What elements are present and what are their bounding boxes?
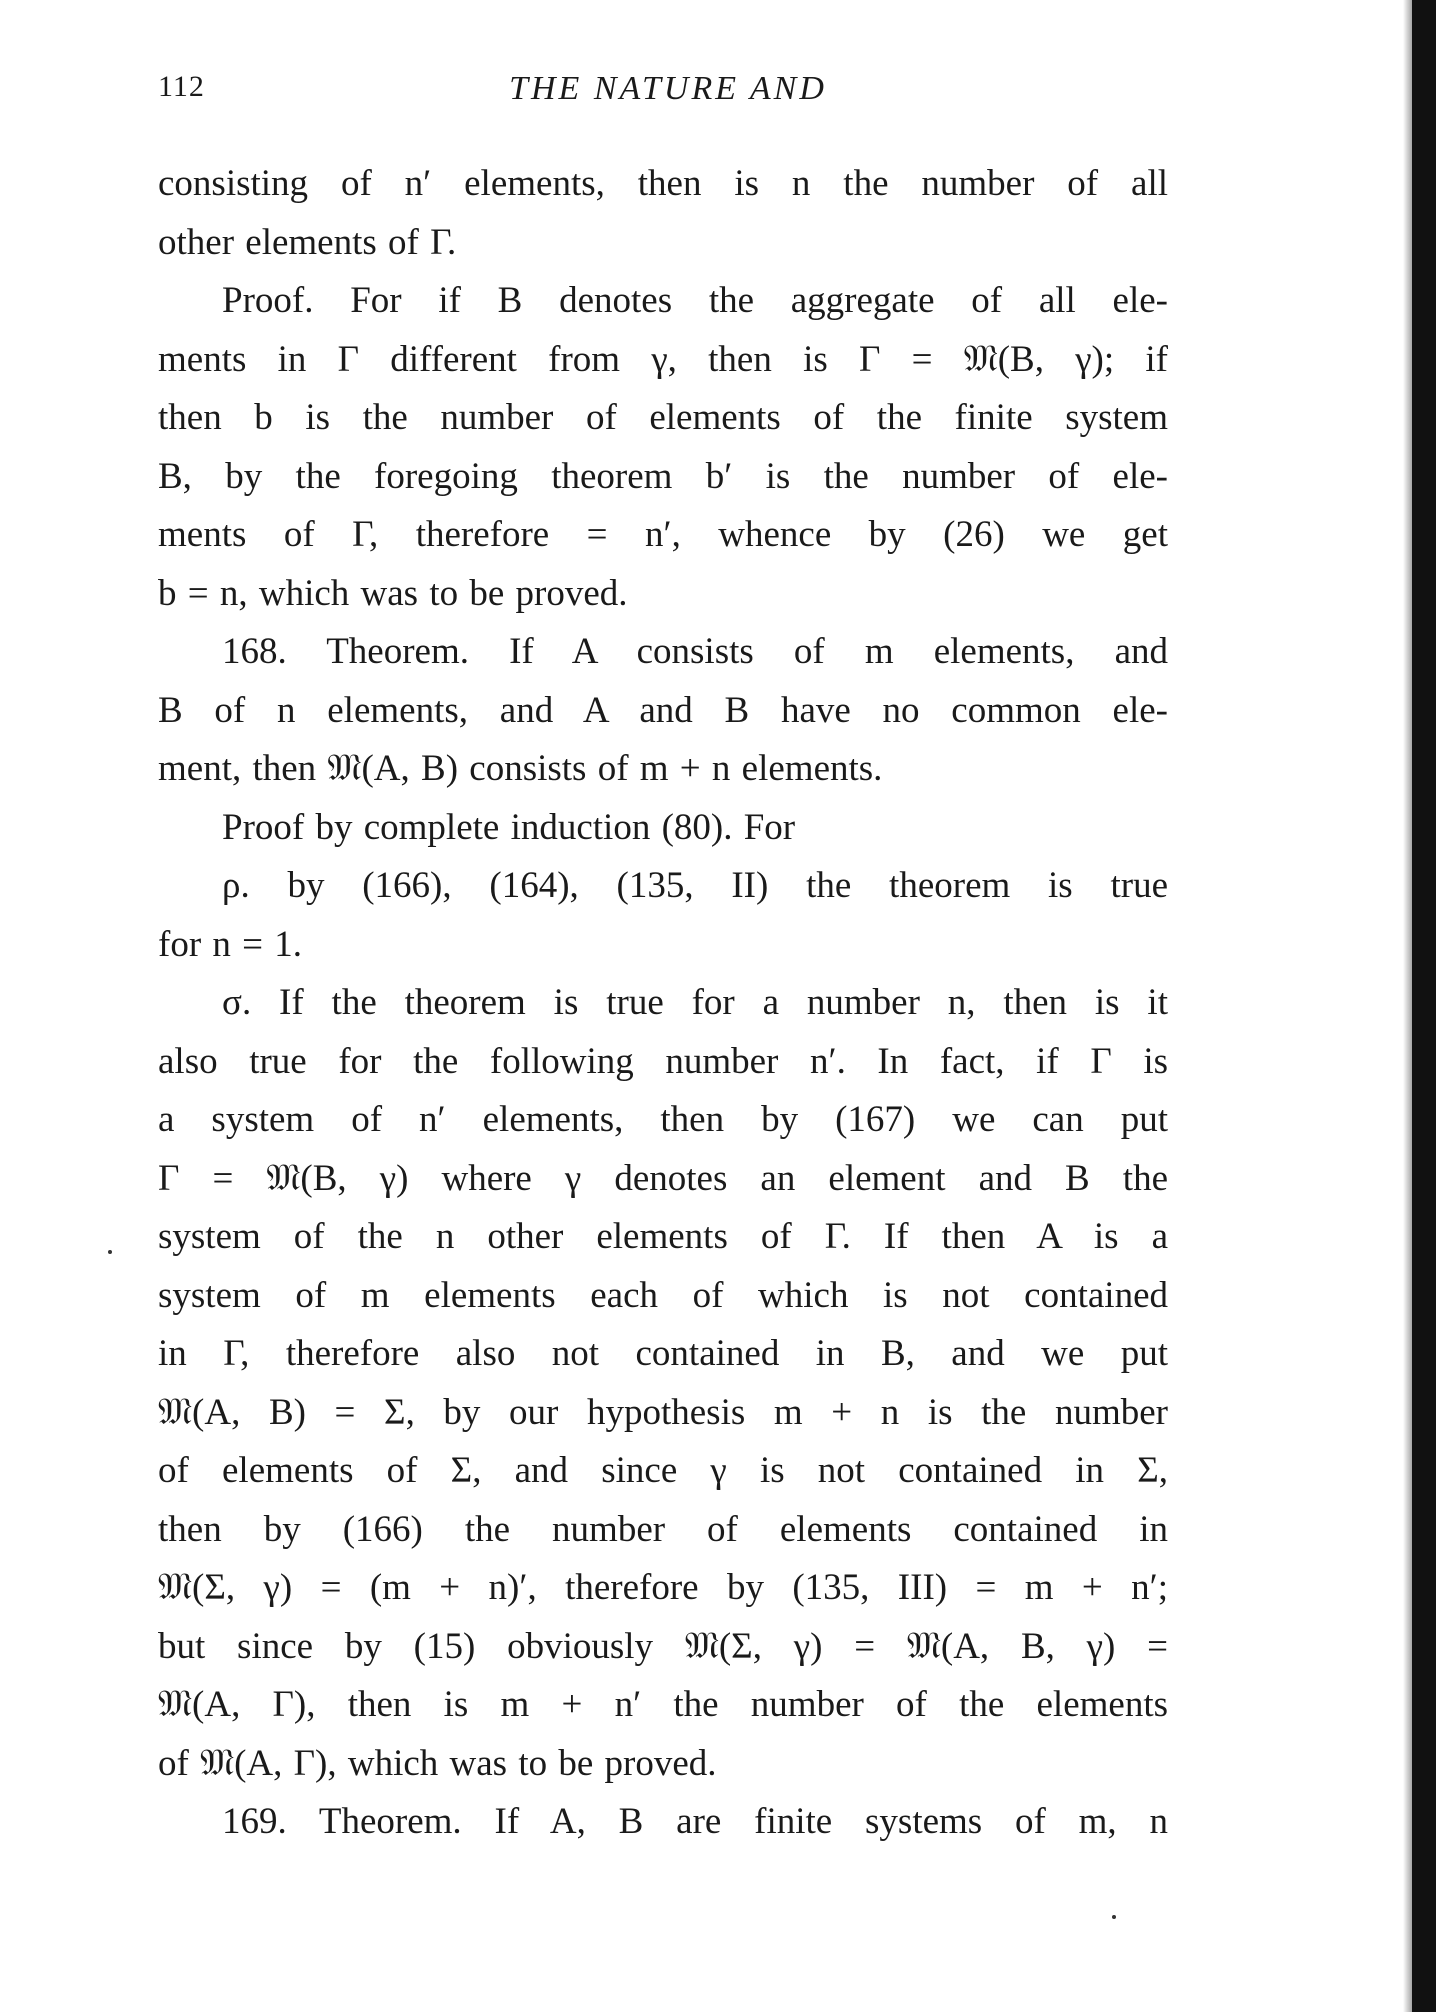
text-line: ments in Γ different from γ, then is Γ = 𝔐(B, γ); if	[158, 338, 1168, 380]
text-line: 169. Theorem. If A, B are finite systems of m, n	[222, 1801, 1168, 1842]
text-line: ments of Γ, therefore = n′, whence by (26) we get	[158, 514, 1168, 555]
text-line: system of m elements each of which is not contained	[158, 1274, 1168, 1316]
text-line: then b is the number of elements of the finite system	[158, 397, 1168, 438]
text-line: of 𝔐(A, Γ), which was to be proved.	[158, 1742, 717, 1784]
scan-speck	[108, 1250, 112, 1254]
text-line: 𝔐(Σ, γ) = (m + n)′, therefore by (135, III) = m + n′;	[158, 1567, 1168, 1608]
text-line: σ. If the theorem is true for a number n, then is it	[222, 982, 1168, 1023]
text-line: Proof by complete induction (80). For	[222, 806, 796, 848]
text-line: then by (166) the number of elements contained in	[158, 1508, 1168, 1550]
scan-edge-shadow	[1403, 0, 1412, 2012]
text-line: 𝔐(A, B) = Σ, by our hypothesis m + n is the number	[158, 1391, 1168, 1433]
page-number: 112	[158, 70, 205, 103]
text-line: 𝔐(A, Γ), then is m + n′ the number of the elements	[158, 1684, 1168, 1725]
text-line: Proof. For if B denotes the aggregate of all ele-	[222, 280, 1168, 321]
text-line: in Γ, therefore also not contained in B, and we put	[158, 1333, 1168, 1374]
text-line: B of n elements, and A and B have no common ele-	[158, 689, 1168, 731]
text-line: of elements of Σ, and since γ is not contained in Σ,	[158, 1450, 1168, 1491]
scan-speck	[1112, 1915, 1116, 1919]
running-title: THE NATURE AND	[509, 70, 827, 107]
text-line: b = n, which was to be proved.	[158, 572, 628, 614]
text-line: ment, then 𝔐(A, B) consists of m + n elements.	[158, 748, 883, 789]
body-text	[158, 155, 1168, 1852]
text-line: Γ = 𝔐(B, γ) where γ denotes an element and B the	[158, 1157, 1168, 1199]
text-line: ρ. by (166), (164), (135, II) the theorem is true	[222, 865, 1168, 906]
text-line: for n = 1.	[158, 923, 303, 965]
page-header	[158, 70, 1178, 110]
text-line: a system of n′ elements, then by (167) we can put	[158, 1099, 1168, 1140]
text-line: 168. Theorem. If A consists of m elements, and	[222, 631, 1168, 672]
text-line: also true for the following number n′. In fact, if Γ is	[158, 1040, 1168, 1082]
scan-binding-edge	[1412, 0, 1436, 2012]
text-line: other elements of Γ.	[158, 221, 457, 263]
text-line: system of the n other elements of Γ. If then A is a	[158, 1216, 1168, 1257]
text-line: consisting of n′ elements, then is n the number of all	[158, 163, 1168, 204]
text-line: but since by (15) obviously 𝔐(Σ, γ) = 𝔐(A, B, γ) =	[158, 1625, 1168, 1667]
text-line: B, by the foregoing theorem b′ is the number of ele-	[158, 455, 1168, 497]
